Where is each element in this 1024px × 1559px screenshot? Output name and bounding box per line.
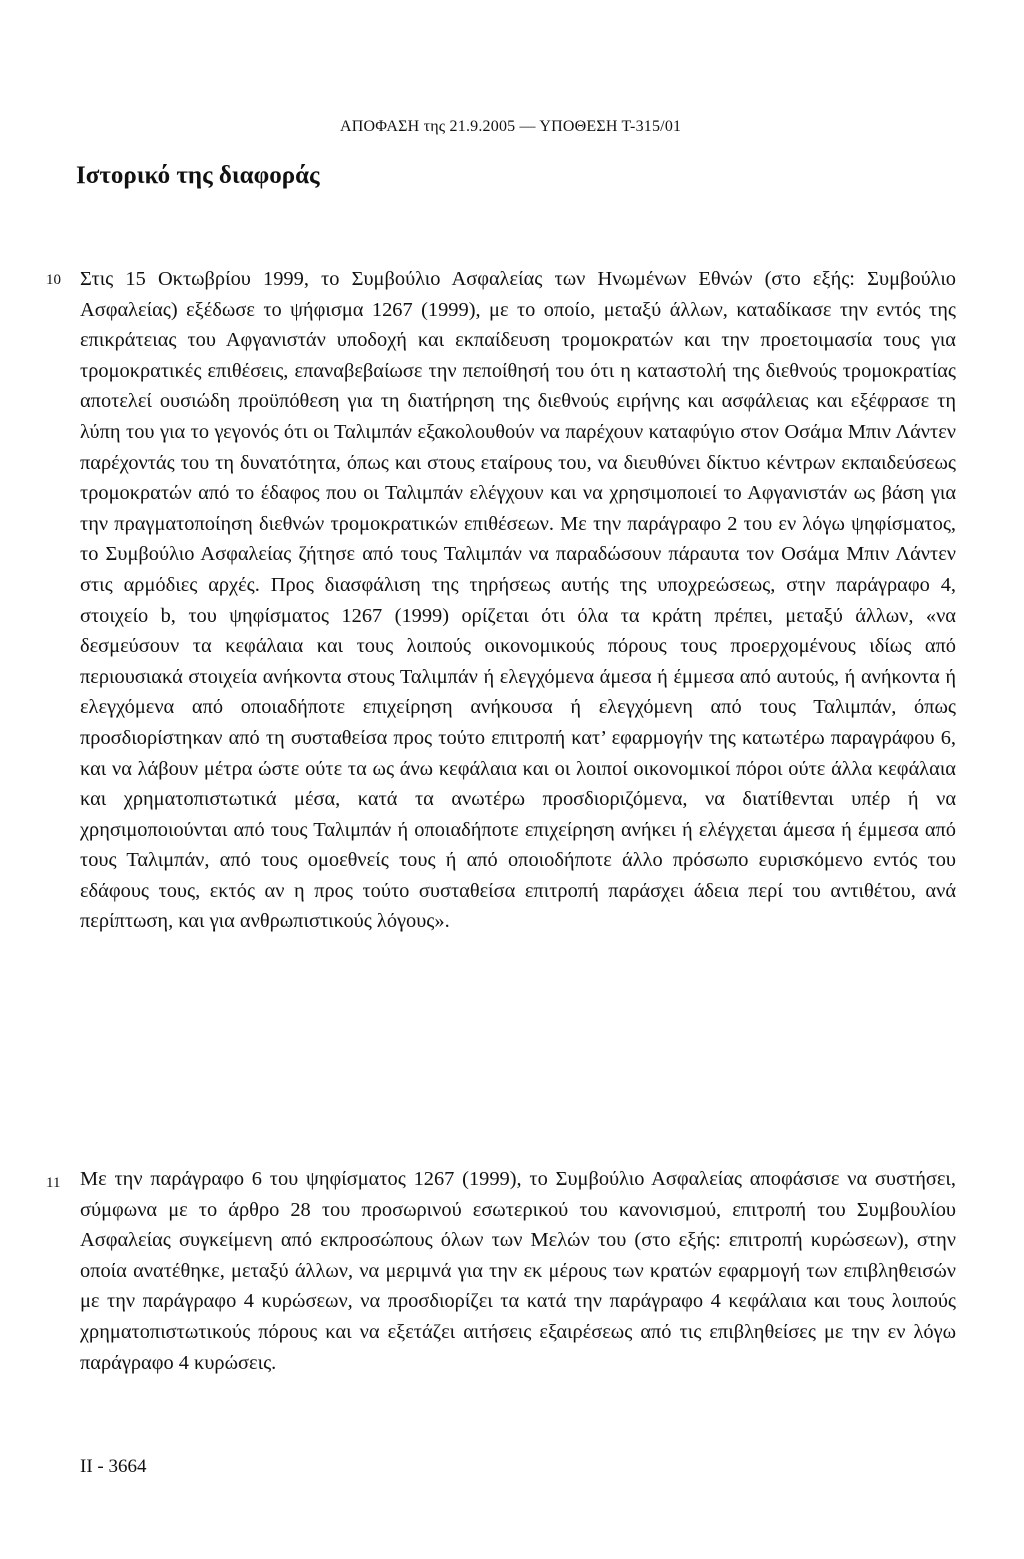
paragraph-number-10: 10: [46, 272, 61, 288]
running-header: ΑΠΟΦΑΣΗ της 21.9.2005 — ΥΠΟΘΕΣΗ Τ-315/01: [340, 118, 682, 135]
paragraph-10-text: Στις 15 Οκτωβρίου 1999, το Συμβούλιο Ασφαλείας των Ηνωμένων Εθνών (στο εξής: Συμβούλιο Ασφαλείας) εξέδωσε το ψήφισμα 1267 (1999), με το οποίο, μεταξύ άλλων, καταδίκασε την εντός της επικράτειας του Αφγανιστάν υποδοχή και εκπαίδευση τρομοκρατών και την προετοιμασία τους για τρομοκρατικές επιθέσεις, επαναβεβαίωσε την πεποίθησή του ότι η καταστολή της διεθνούς τρομοκρατίας αποτελεί ουσιώδη προϋπόθεση για τη διατήρηση της διεθνούς ειρήνης και ασφάλειας και εξέφρασε τη λύπη του για το γεγονός ότι οι Ταλιμπάν εξακολουθούν να παρέχουν καταφύγιο στον Οσάμα Μπιν Λάντεν παρέχοντάς του τη δυνατότητα, όπως και στους εταίρους του, να διευθύνει δίκτυο κέντρων εκπαιδεύσεως τρομοκρατών από το έδαφος που οι Ταλιμπάν ελέγχουν και να χρησιμοποιεί το Αφγανιστάν ως βάση για την πραγματοποίηση διεθνών τρομοκρατικών επιθέσεων. Με την παράγραφο 2 του εν λόγω ψηφίσματος, το Συμβούλιο Ασφαλείας ζήτησε από τους Ταλιμπάν να παραδώσουν πάραυτα τον Οσάμα Μπιν Λάντεν στις αρμόδιες αρχές. Προς διασφάλιση της τηρήσεως αυτής της υποχρεώσεως, στην παράγραφο 4, στοιχείο b, του ψηφίσματος 1267 (1999) ορίζεται ότι όλα τα κράτη πρέπει, μεταξύ άλλων, «να δεσμεύσουν τα κεφάλαια και τους λοιπούς οικονομικούς πόρους τους προερχομένους ιδίως από περιουσιακά στοιχεία ανήκοντα στους Ταλιμπάν ή ελεγχόμενα άμεσα ή έμμεσα από αυτούς, ή ανήκοντα ή ελεγχόμενα από οποιαδήποτε επιχείρηση ανήκουσα ή ελεγχόμενη από τους Ταλιμπάν, όπως προσδιορίστηκαν από τη συσταθείσα προς τούτο επιτροπή κατ’ εφαρμογήν της κατωτέρω παραγράφου 6, και να λάβουν μέτρα ώστε ούτε τα ως άνω κεφάλαια και οι λοιποί οικονομικοί πόροι ούτε άλλα κεφάλαια και χρηματοπιστωτικά μέσα, κατά τα ανωτέρω προσδιοριζόμενα, να διατίθενται υπέρ ή να χρησιμοποιούνται από τους Ταλιμπάν ή οποιαδήποτε επιχείρηση ανήκει ή ελέγχεται άμεσα ή έμμεσα από τους Ταλιμπάν, από τους ομοεθνείς τους ή από οποιοδήποτε άλλο πρόσωπο ευρισκόμενο εντός του εδάφους τους, εκτός αν η προς τούτο συσταθείσα επιτροπή παράσχει άδεια περί του αντιθέτου, ανά περίπτωση, και για ανθρωπιστικούς λόγους».: [80, 268, 956, 933]
page-number: II - 3664: [80, 1456, 147, 1477]
paragraph-11-text: Με την παράγραφο 6 του ψηφίσματος 1267 (1999), το Συμβούλιο Ασφαλείας αποφάσισε να συστήσει, σύμφωνα με το άρθρο 28 του προσωρινού εσωτερικού του κανονισμού, επιτροπή του Συμβουλίου Ασφαλείας συγκείμενη από εκπροσώπους όλων των Μελών του (στο εξής: επιτροπή κυρώσεων), στην οποία ανατέθηκε, μεταξύ άλλων, να μεριμνά για την εκ μέρους των κρατών εφαρμογή των επιβληθεισών με την παράγραφο 4 κυρώσεων, να προσδιορίζει τα κατά την παράγραφο 4 κεφάλαια και τους λοιπούς χρηματοπιστωτικούς πόρους και να εξετάζει αιτήσεις εξαιρέσεως από τις επιβληθείσες με την εν λόγω παράγραφο 4 κυρώσεις.: [80, 1168, 956, 1374]
paragraph-number-11: 11: [46, 1175, 61, 1191]
section-title: Ιστορικό της διαφοράς: [76, 162, 320, 189]
